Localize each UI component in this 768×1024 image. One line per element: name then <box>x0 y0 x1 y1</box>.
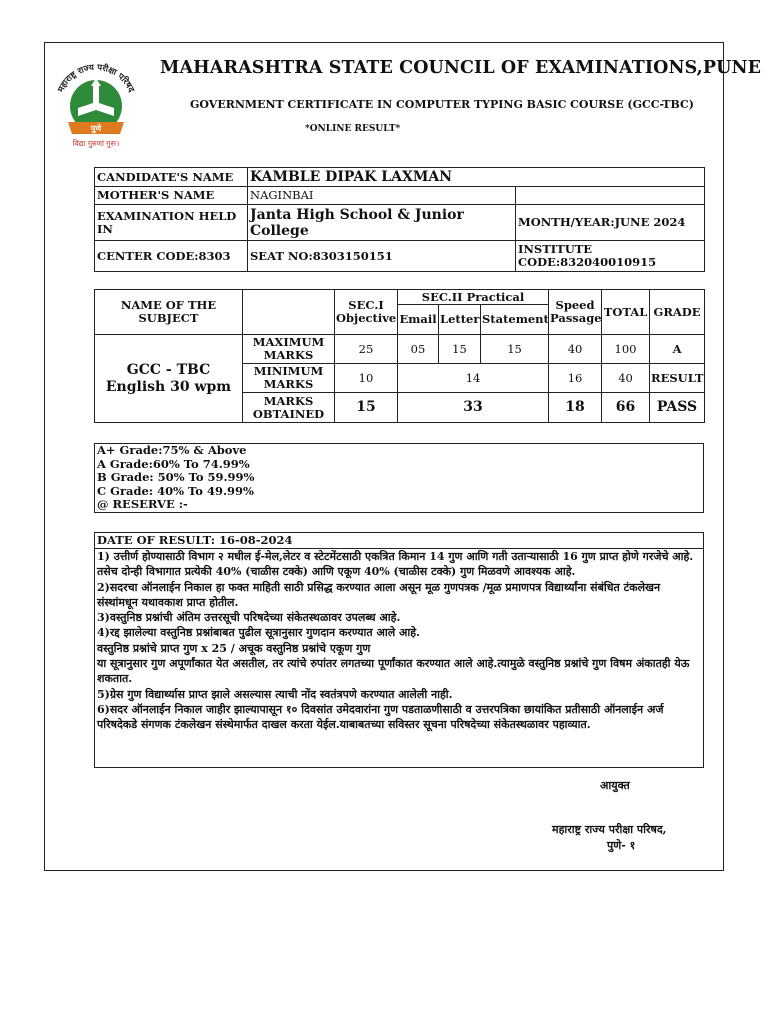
note-item: 4)रद्द झालेल्या वस्तुनिष्ठ प्रश्नांबाबत पुढील सूत्रानुसार गुणदान करण्यात आले आहे. <box>97 626 420 640</box>
candidate-info-table <box>94 167 705 272</box>
max-letter: 15 <box>439 335 481 364</box>
note-item: 5)ग्रेस गुण विद्यार्थ्यास प्राप्त झाले असल्यास त्याची नोंद स्वतंत्रपणे करण्यात आलेली नाही. <box>97 687 453 701</box>
marks-table <box>94 289 705 423</box>
signatory-office: महाराष्ट्र राज्य परीक्षा परिषद, <box>552 823 667 836</box>
min-total: 40 <box>602 364 650 393</box>
obt-sec1: 15 <box>335 393 398 423</box>
signatory-designation: आयुक्त <box>600 779 630 792</box>
min-speed: 16 <box>549 364 602 393</box>
note-item: 6)सदर ऑनलाईन निकाल जाहीर झाल्यापासून १० दिवसांत उमेदवारांना गुण पडताळणीसाठी व उत्तरपत्रिका छायांकित प्रतीसाठी ऑनलाईन अर्ज परिषदेकडे संगणक टंकलेखन संस्थेमार्फत दाखल करता येईल.याबाबतच्या सविस्तर सूचना परिषदेच्या संकेतस्थळावर पहाव्यात. <box>97 702 664 732</box>
note-item: या सूत्रानुसार गुण अपूर्णांकात येत असतील, तर त्यांचे रुपांतर लगतच्या पूर्णांकात करण्यात आले आहे.त्यामुळे वस्तुनिष्ठ प्रश्नांचे गुण विषम अंकातही येऊ शकतात. <box>97 657 690 686</box>
max-total: 100 <box>602 335 650 364</box>
max-speed: 40 <box>549 335 602 364</box>
note-item: 3)वस्तुनिष्ठ प्रश्नांची अंतिम उत्तरसूची परिषदेच्या संकेतस्थळावर उपलब्ध आहे. <box>97 611 401 625</box>
sec2-header: SEC.II Practical <box>398 290 549 305</box>
result-status: PASS <box>650 393 705 423</box>
institute-code: INSTITUTE CODE:832040010915 <box>516 241 705 272</box>
grade-line: B Grade: 50% To 59.99% <box>97 470 255 484</box>
grade-value: A <box>650 335 705 364</box>
grade-legend <box>94 443 704 513</box>
mother-name: NAGINBAI <box>248 187 516 205</box>
max-statement: 15 <box>481 335 549 364</box>
grade-line: @ RESERVE :- <box>97 497 188 511</box>
candidate-name-label: CANDIDATE'S NAME <box>95 168 248 187</box>
min-sec1: 10 <box>335 364 398 393</box>
max-email: 05 <box>398 335 439 364</box>
exam-held-value: Janta High School & Junior College <box>248 205 516 241</box>
speed-header: Speed Passage <box>549 290 602 335</box>
result-label: RESULT <box>650 364 705 393</box>
mother-name-label: MOTHER'S NAME <box>95 187 248 205</box>
obt-total: 66 <box>602 393 650 423</box>
subject-name: GCC - TBC English 30 wpm <box>95 335 243 423</box>
sec1-header: SEC.I Objective <box>335 290 398 335</box>
logo-city-text: पुणे <box>90 124 102 133</box>
subject-header: NAME OF THE SUBJECT <box>95 290 243 335</box>
course-subtitle: GOVERNMENT CERTIFICATE IN COMPUTER TYPING BASIC COURSE (GCC-TBC) <box>190 98 694 111</box>
min-sec2: 14 <box>398 364 549 393</box>
signatory-city: पुणे- १ <box>607 839 636 852</box>
blank-header <box>243 290 335 335</box>
seat-number: SEAT NO:8303150151 <box>248 241 516 272</box>
grade-header: GRADE <box>650 290 705 335</box>
max-marks-label: MAXIMUM MARKS <box>243 335 335 364</box>
grade-line: A+ Grade:75% & Above <box>97 443 247 457</box>
grade-line: A Grade:60% To 74.99% <box>97 456 250 471</box>
letter-header: Letter <box>439 305 481 335</box>
result-notes-box <box>94 532 704 768</box>
page-title: MAHARASHTRA STATE COUNCIL OF EXAMINATIONS,PUNE <box>160 58 762 78</box>
notes-list <box>95 549 703 733</box>
online-result-label: *ONLINE RESULT* <box>305 124 401 134</box>
obt-speed: 18 <box>549 393 602 423</box>
grade-line: C Grade: 40% To 49.99% <box>97 483 254 498</box>
total-header: TOTAL <box>602 290 650 335</box>
logo-arc-text: महाराष्ट्र राज्य परीक्षा परिषद <box>56 62 136 94</box>
obt-sec2: 33 <box>398 393 549 423</box>
note-item: 2)सदरचा ऑनलाईन निकाल हा फक्त माहिती साठी प्रसिद्ध करण्यात आला असून मूळ गुणपत्रक /मूळ प्रमाणपत्र विद्यार्थ्यांना संबंधित टंकलेखन संस्थांमधून यथावकाश प्राप्त होतील. <box>97 580 661 609</box>
email-header: Email <box>398 305 439 335</box>
candidate-name: KAMBLE DIPAK LAXMAN <box>248 168 705 187</box>
obtained-marks-label: MARKS OBTAINED <box>243 393 335 423</box>
month-year: MONTH/YEAR:JUNE 2024 <box>516 205 705 241</box>
note-item: 1) उत्तीर्ण होण्यासाठी विभाग २ मधील ई-मेल,लेटर व स्टेटमेंटसाठी एकत्रित किमान 14 गुण आणि गती उताऱ्यासाठी 16 गुण प्राप्त होणे गरजेचे आहे. तसेच दोन्ही विभागात प्रत्येकी 40% (चाळीस टक्के) आणि एकूण 40% (चाळीस टक्के) गुण मिळवणे आवश्यक आहे. <box>97 550 694 579</box>
council-logo <box>46 46 146 152</box>
note-item: वस्तुनिष्ठ प्रश्नांचे प्राप्त गुण x 25 / अचूक वस्तुनिष्ठ प्रश्नांचे एकूण गुण <box>97 641 371 655</box>
min-marks-label: MINIMUM MARKS <box>243 364 335 393</box>
result-date: DATE OF RESULT: 16-08-2024 <box>95 533 703 549</box>
center-code: CENTER CODE:8303 <box>95 241 248 272</box>
logo-motto: विद्या गुरुणां गुरुः। <box>72 139 120 148</box>
exam-held-label: EXAMINATION HELD IN <box>95 205 248 241</box>
max-sec1: 25 <box>335 335 398 364</box>
statement-header: Statement <box>481 305 549 335</box>
empty-cell <box>516 187 705 205</box>
